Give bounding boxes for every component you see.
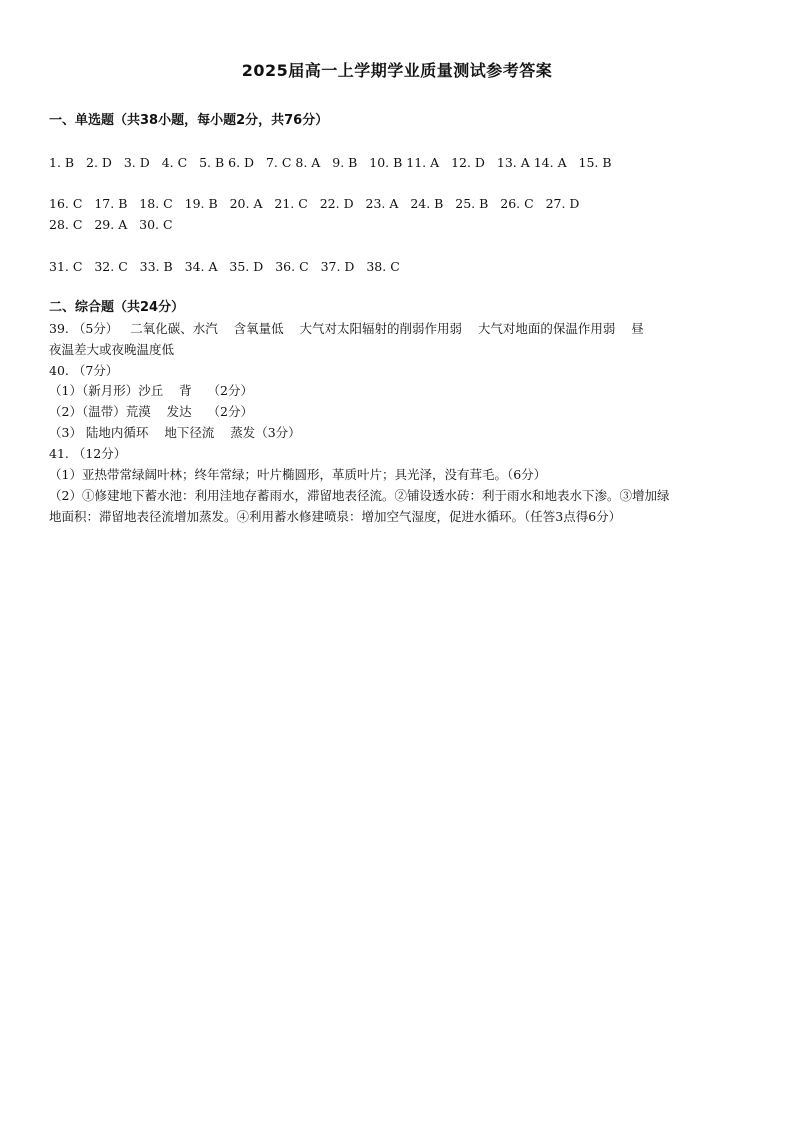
section-2-heading: 二、综合题（共24分） xyxy=(49,300,185,315)
answers-row-1: 1. B 2. D 3. D 4. C 5. B 6. D 7. C 8. A 9. B 10. B 11. A 12. D 13. A 14. A 15. B xyxy=(49,155,612,170)
section-1-heading: 一、单选题（共38小题，每小题2分，共76分） xyxy=(49,113,329,128)
q40-part-1: （1）（新月形）沙丘 背 （2分） xyxy=(49,383,253,398)
q41-part-2-line-2: 地面积：滞留地表径流增加蒸发。④利用蓄水修建喷泉：增加空气湿度，促进水循环。（任答3点得6分） xyxy=(49,509,622,524)
answers-row-4: 31. C 32. C 33. B 34. A 35. D 36. C 37. D 38. C xyxy=(49,259,400,274)
q40-part-3: （3） 陆地内循环 地下径流 蒸发（3分） xyxy=(49,425,301,440)
q41-part-1: （1）亚热带常绿阔叶林；终年常绿；叶片椭圆形，革质叶片；具光泽，没有茸毛。（6分） xyxy=(49,467,547,482)
answers-row-3: 28. C 29. A 30. C xyxy=(49,217,173,232)
q40-part-2: （2）（温带）荒漠 发达 （2分） xyxy=(49,404,253,419)
q39-answer-line-2: 夜温差大或夜晚温度低 xyxy=(49,342,175,357)
q39-answer-line-1: 39. （5分） 二氧化碳、水汽 含氧量低 大气对太阳辐射的削弱作用弱 大气对地面的保温作用弱 昼 xyxy=(49,321,644,336)
q41-title: 41. （12分） xyxy=(49,446,127,461)
answers-row-2: 16. C 17. B 18. C 19. B 20. A 21. C 22. D 23. A 24. B 25. B 26. C 27. D xyxy=(49,196,580,211)
q40-title: 40. （7分） xyxy=(49,363,119,378)
document-title: 2025届高一上学期学业质量测试参考答案 xyxy=(241,61,553,80)
q41-part-2-line-1: （2）①修建地下蓄水池：利用洼地存蓄雨水，滞留地表径流。②铺设透水砖：利于雨水和地表水下渗。③增加绿 xyxy=(49,488,670,503)
